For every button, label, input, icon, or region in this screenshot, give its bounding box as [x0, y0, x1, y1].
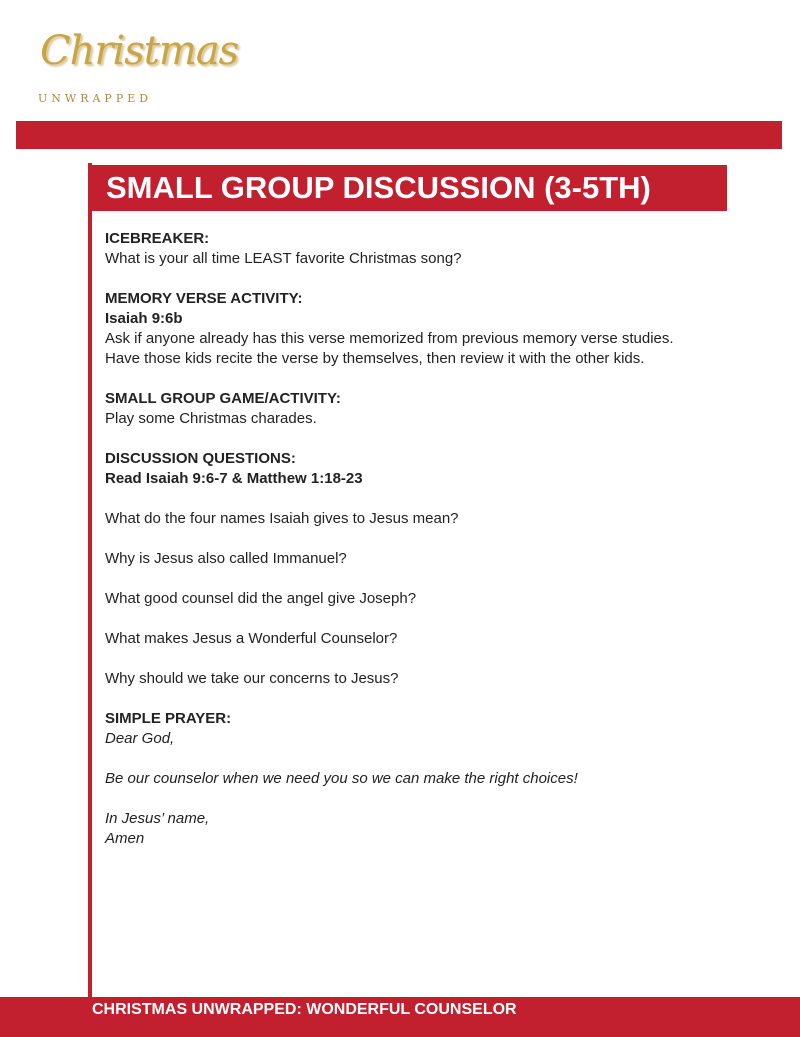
logo-subtitle: UNWRAPPED	[38, 92, 153, 105]
prayer-greeting: Dear God,	[105, 730, 175, 747]
prayer-closing-1: In Jesus’ name,	[105, 810, 210, 827]
header-band	[16, 121, 782, 149]
question-1: What do the four names Isaiah gives to Jesus mean?	[105, 510, 459, 527]
memory-ref: Isaiah 9:6b	[105, 310, 183, 327]
icebreaker-heading: ICEBREAKER:	[105, 230, 210, 247]
memory-heading: MEMORY VERSE ACTIVITY:	[105, 290, 303, 307]
left-rule	[88, 163, 92, 1003]
prayer-heading: SIMPLE PRAYER:	[105, 710, 232, 727]
game-heading: SMALL GROUP GAME/ACTIVITY:	[105, 390, 341, 407]
memory-line-1: Ask if anyone already has this verse memorized from previous memory verse studies.	[105, 330, 674, 347]
memory-line-2: Have those kids recite the verse by themselves, then review it with the other kids.	[105, 350, 645, 367]
christmas-unwrapped-logo	[36, 28, 239, 112]
discussion-heading: DISCUSSION QUESTIONS:	[105, 450, 296, 467]
prayer-body: Be our counselor when we need you so we can make the right choices!	[105, 770, 578, 787]
discussion-read: Read Isaiah 9:6-7 & Matthew 1:18-23	[105, 470, 363, 487]
question-3: What good counsel did the angel give Joseph?	[105, 590, 417, 607]
prayer-closing-2: Amen	[105, 830, 145, 847]
footer-band	[0, 997, 800, 1037]
icebreaker-text: What is your all time LEAST favorite Christmas song?	[105, 250, 462, 267]
content	[105, 229, 765, 849]
logo-script: Christmas	[40, 28, 239, 74]
question-5: Why should we take our concerns to Jesus?	[105, 670, 399, 687]
question-4: What makes Jesus a Wonderful Counselor?	[105, 630, 398, 647]
question-2: Why is Jesus also called Immanuel?	[105, 550, 347, 567]
game-text: Play some Christmas charades.	[105, 410, 317, 427]
footer-text: CHRISTMAS UNWRAPPED: WONDERFUL COUNSELOR	[92, 1001, 517, 1018]
page-title: SMALL GROUP DISCUSSION (3-5TH)	[90, 165, 727, 211]
